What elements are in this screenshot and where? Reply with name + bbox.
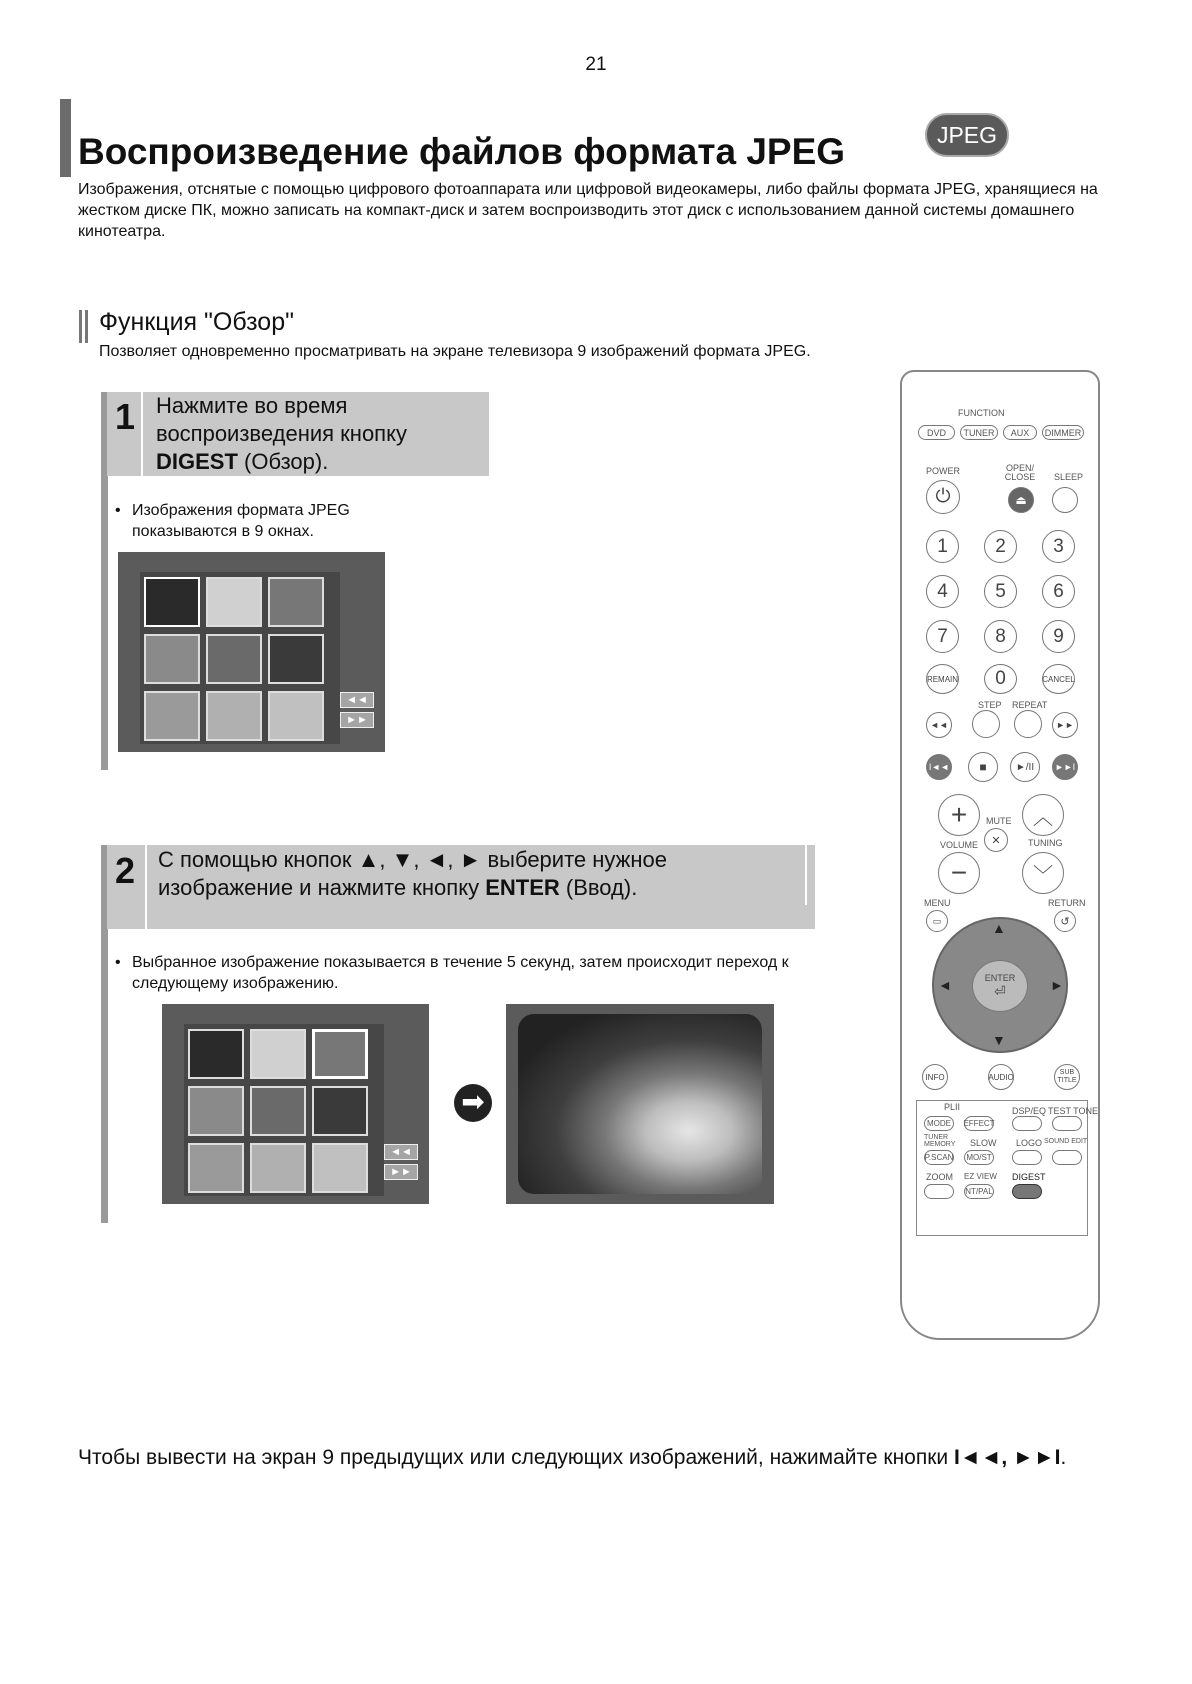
digit-8-button[interactable]: 8: [984, 620, 1017, 653]
step2-bullet: • Выбранное изображение показывается в течение 5 секунд, затем происходит переход к следующему изображению.: [132, 952, 812, 994]
digest-screen-1: [118, 552, 385, 752]
thumbnail-butterfly: [188, 1029, 244, 1079]
aux-button[interactable]: AUX: [1003, 425, 1037, 440]
sleep-button[interactable]: [1052, 487, 1078, 513]
down-arrow-button[interactable]: ▼: [992, 1032, 1006, 1048]
ez-view-label: EZ VIEW: [964, 1172, 997, 1181]
tuning-down-button[interactable]: [1022, 852, 1064, 894]
chevron-up-icon: ︿: [1033, 806, 1053, 829]
power-icon: ⏻: [935, 486, 951, 507]
thumbnail-dog: [206, 577, 262, 627]
thumbnail-flowers: [144, 634, 200, 684]
mute-icon: ✕: [991, 834, 1001, 847]
intro-paragraph: Изображения, отснятые с помощью цифрового фотоаппарата или цифровой видеокамеры, либо файлы формата JPEG, хранящиеся на жестком диске ПК, можно записать на компакт-диск и затем воспроизводить этот диск с использованием данной системы домашнего кинотеатра.: [78, 181, 1098, 240]
prev-page-icon: ◄◄: [340, 692, 374, 708]
mo-st-button[interactable]: MO/ST: [964, 1150, 994, 1165]
thumbnail-kitten: [268, 577, 324, 627]
page-title: Воспроизведение файлов формата JPEG: [78, 131, 846, 172]
power-label: POWER: [926, 466, 961, 476]
return-button[interactable]: [1054, 910, 1076, 932]
fullscreen-image: [506, 1004, 774, 1204]
zoom-label: ZOOM: [926, 1172, 953, 1182]
play-pause-button[interactable]: [1010, 752, 1040, 782]
nt-pal-button[interactable]: NT/PAL: [964, 1184, 994, 1199]
info-button[interactable]: INFO: [922, 1064, 948, 1090]
power-button[interactable]: [926, 480, 960, 514]
repeat-button[interactable]: [1014, 710, 1042, 738]
function-label: FUNCTION: [958, 408, 1005, 418]
effect-button[interactable]: EFFECT: [964, 1116, 994, 1131]
thumbnail-leaves: [206, 634, 262, 684]
remain-button[interactable]: REMAIN: [926, 664, 959, 694]
footer-note: Чтобы вывести на экран 9 предыдущих или следующих изображений, нажимайте кнопки I◄◄, ►►I.: [78, 1446, 1067, 1469]
next-page-icon: ►►: [384, 1164, 418, 1180]
thumbnail-flowers: [188, 1086, 244, 1136]
menu-button[interactable]: [926, 910, 948, 932]
left-arrow-button[interactable]: ◄: [938, 977, 952, 993]
step1-number: 1: [115, 396, 136, 437]
return-label: RETURN: [1048, 898, 1086, 908]
thumbnail-leaves: [250, 1086, 306, 1136]
digit-3-button[interactable]: 3: [1042, 530, 1075, 563]
open-close-label: OPEN/ CLOSE: [1004, 463, 1036, 482]
subtitle-button[interactable]: SUB TITLE: [1054, 1064, 1080, 1090]
step1-bullet: • Изображения формата JPEG показываются в 9 окнах.: [132, 500, 422, 542]
sound-edit-label: SOUND EDIT: [1044, 1138, 1088, 1145]
pl2-label: PLII: [944, 1102, 961, 1112]
remote-control: [900, 370, 1100, 1340]
zoom-button[interactable]: [924, 1184, 954, 1199]
skip-forward-icon: ►►I: [1054, 762, 1076, 772]
dsp-eq-button[interactable]: [1012, 1116, 1042, 1131]
tuning-up-button[interactable]: [1022, 794, 1064, 836]
eject-icon: ⏏: [1015, 493, 1027, 507]
page-number: 21: [585, 54, 607, 75]
dsp-eq-label: DSP/EQ: [1012, 1106, 1047, 1116]
enter-icon: ⏎: [994, 982, 1006, 999]
stop-button[interactable]: [968, 752, 998, 782]
digit-9-button[interactable]: 9: [1042, 620, 1075, 653]
right-arrow-button[interactable]: ►: [1050, 977, 1064, 993]
digest-label: DIGEST: [1012, 1172, 1046, 1182]
sound-edit-button[interactable]: [1052, 1150, 1082, 1165]
thumbnail-landscape: [312, 1143, 368, 1193]
menu-label: MENU: [924, 898, 951, 908]
arrow-right-icon: ➡: [454, 1084, 492, 1122]
prev-page-icon: ◄◄: [384, 1144, 418, 1160]
up-arrow-button[interactable]: ▲: [992, 920, 1006, 936]
mute-button[interactable]: [984, 828, 1008, 852]
thumbnail-tree: [144, 691, 200, 741]
thumbnail-tv: [268, 634, 324, 684]
step2-right-divider: [805, 845, 807, 905]
menu-icon: ▭: [932, 915, 942, 926]
mode-button[interactable]: MODE: [924, 1116, 954, 1131]
stop-icon: ■: [979, 760, 987, 774]
digit-0-button[interactable]: 0: [984, 664, 1017, 694]
thumbnail-temple: [206, 691, 262, 741]
test-tone-button[interactable]: [1052, 1116, 1082, 1131]
logo-label: LOGO: [1016, 1138, 1043, 1148]
thumbnail-landscape: [268, 691, 324, 741]
logo-button[interactable]: [1012, 1150, 1042, 1165]
thumbnail-kitten-selected: [312, 1029, 368, 1079]
section-accent-bars: [79, 310, 91, 343]
digit-1-button[interactable]: 1: [926, 530, 959, 563]
mute-label: MUTE: [986, 816, 1012, 826]
thumbnail-dog: [250, 1029, 306, 1079]
p-scan-button[interactable]: P.SCAN: [924, 1150, 954, 1165]
enter-button[interactable]: [972, 960, 1028, 1012]
step2-instruction: С помощью кнопок ▲, ▼, ◄, ► выберите нужное изображение и нажмите кнопку ENTER (Ввод).: [158, 847, 667, 900]
chevron-down-icon: ﹀: [1033, 864, 1053, 887]
digit-5-button[interactable]: 5: [984, 575, 1017, 608]
rewind-button[interactable]: [926, 712, 952, 738]
step-label: STEP: [978, 700, 1002, 710]
digest-button[interactable]: [1012, 1184, 1042, 1199]
tuner-memory-label: TUNER MEMORY: [924, 1134, 956, 1148]
volume-down-button[interactable]: [938, 852, 980, 894]
tuner-button[interactable]: TUNER: [960, 425, 998, 440]
jpeg-badge: JPEG: [925, 113, 1009, 157]
slow-label: SLOW: [970, 1138, 997, 1148]
return-icon: ↺: [1060, 915, 1070, 928]
digit-7-button[interactable]: 7: [926, 620, 959, 653]
next-page-icon: ►►: [340, 712, 374, 728]
repeat-label: REPEAT: [1012, 700, 1048, 710]
test-tone-label: TEST TONE: [1048, 1106, 1099, 1116]
skip-forward-button[interactable]: [1052, 754, 1078, 780]
step1-instruction: Нажмите во время воспроизведения кнопку DIGEST (Обзор).: [156, 393, 407, 474]
thumbnail-temple: [250, 1143, 306, 1193]
volume-up-button[interactable]: [938, 794, 980, 836]
fast-forward-button[interactable]: [1052, 712, 1078, 738]
minus-icon: −: [950, 857, 968, 888]
plus-icon: +: [950, 799, 968, 830]
title-accent-bar: [60, 99, 71, 177]
cancel-button[interactable]: CANCEL: [1042, 664, 1075, 694]
step1-divider: [141, 392, 143, 476]
thumbnail-tv: [312, 1086, 368, 1136]
dvd-button[interactable]: DVD: [918, 425, 955, 440]
section-description: Позволяет одновременно просматривать на экране телевизора 9 изображений формата JPEG.: [99, 343, 811, 360]
step2-number: 2: [115, 850, 136, 891]
thumbnail-butterfly: [144, 577, 200, 627]
sleep-label: SLEEP: [1054, 472, 1084, 482]
digit-6-button[interactable]: 6: [1042, 575, 1075, 608]
digest-screen-2: [162, 1004, 429, 1204]
section-title: Функция "Обзор": [99, 308, 294, 336]
step-button[interactable]: [972, 710, 1000, 738]
eject-button[interactable]: [1008, 487, 1034, 513]
audio-button[interactable]: AUDIO: [988, 1064, 1014, 1090]
dimmer-button[interactable]: DIMMER: [1042, 425, 1084, 440]
skip-back-button[interactable]: [926, 754, 952, 780]
fast-forward-icon: ►►: [1056, 720, 1074, 730]
kitten-photo: [518, 1014, 762, 1194]
tuning-label: TUNING: [1028, 838, 1063, 848]
digit-2-button[interactable]: 2: [984, 530, 1017, 563]
rewind-icon: ◄◄: [930, 720, 948, 730]
skip-back-icon: I◄◄: [928, 762, 950, 772]
thumbnail-tree: [188, 1143, 244, 1193]
step2-divider: [145, 845, 147, 929]
enter-label: ENTER: [984, 972, 1016, 983]
digit-4-button[interactable]: 4: [926, 575, 959, 608]
volume-label: VOLUME: [940, 840, 979, 850]
play-pause-icon: ►/II: [1015, 761, 1035, 773]
